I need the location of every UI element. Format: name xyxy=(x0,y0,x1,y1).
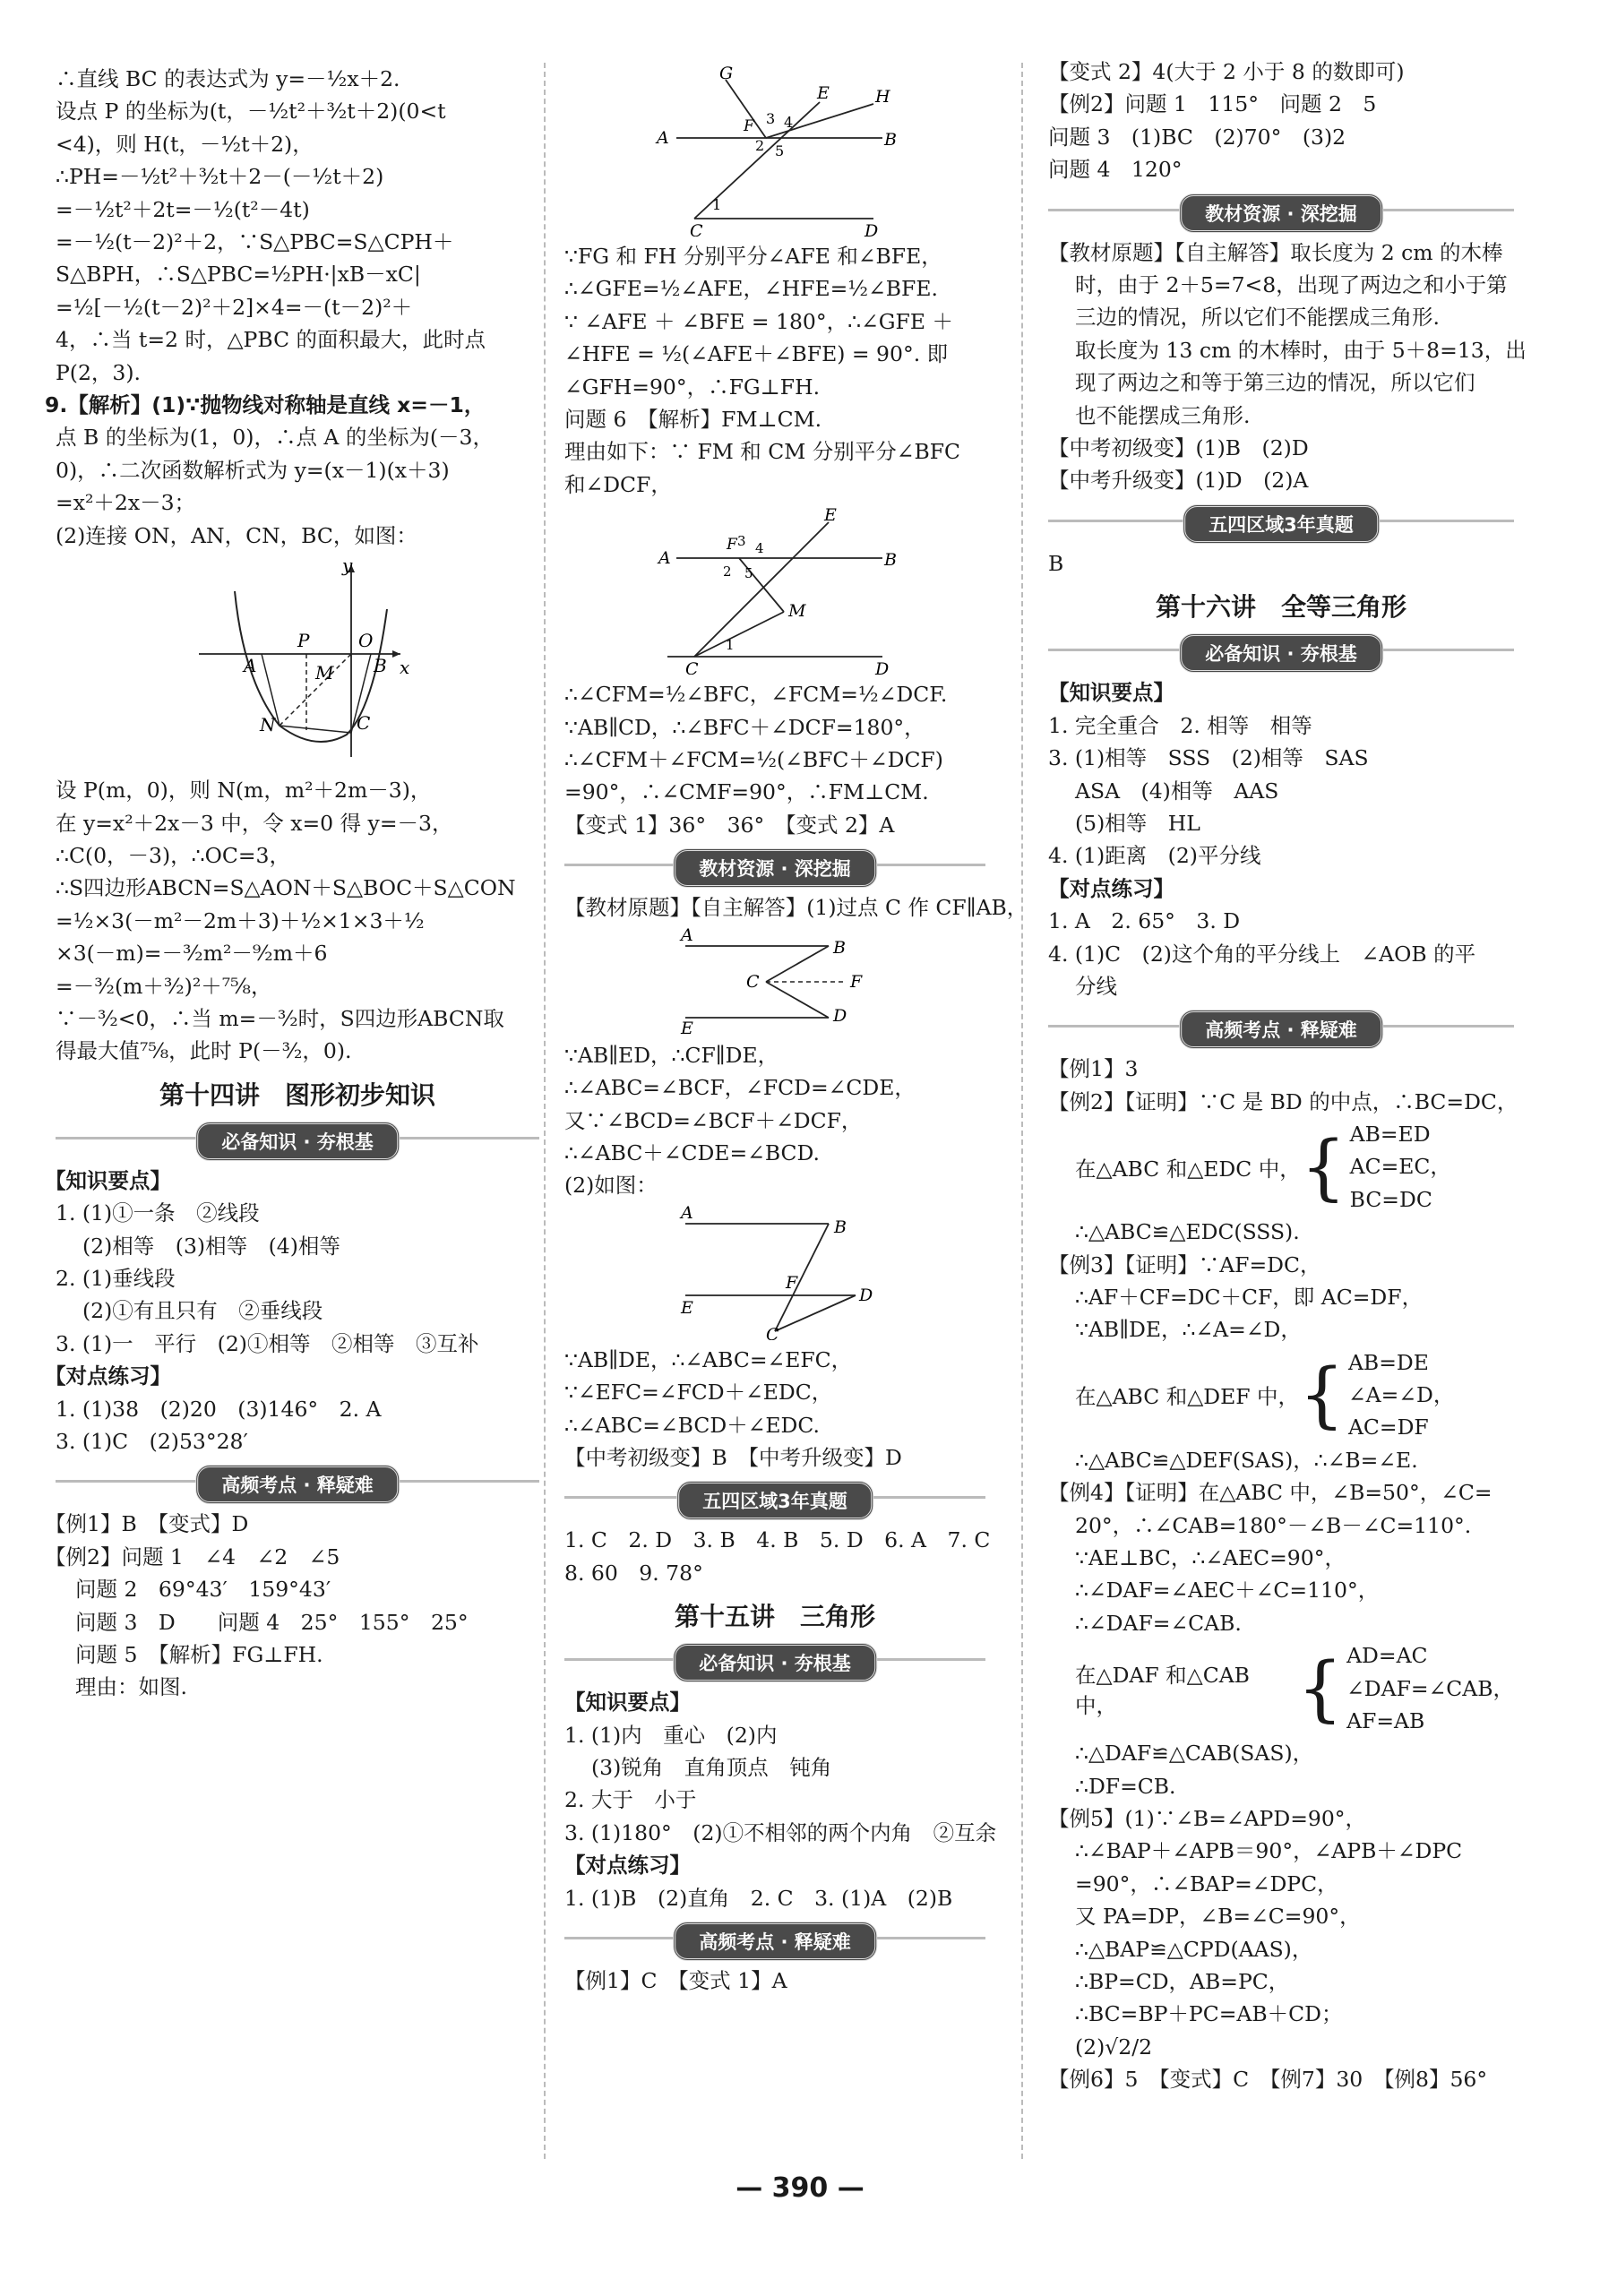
col3-block7 xyxy=(1048,1444,1514,1639)
section-banner xyxy=(56,1463,539,1499)
figure-label: C xyxy=(766,1324,779,1340)
text-line: 1. (1)①一条 ②线段 xyxy=(56,1200,260,1226)
text-line: B xyxy=(1048,550,1064,576)
figure-label: 2 xyxy=(723,563,732,580)
column-divider xyxy=(1021,63,1023,2159)
column-divider xyxy=(544,63,546,2159)
figure-label: E xyxy=(681,1018,693,1036)
col1-block1 xyxy=(45,63,539,552)
text-line: 理由如下：∵ FM 和 CM 分别平分∠BFC xyxy=(564,439,961,465)
section-banner xyxy=(1048,632,1514,667)
col2-block2 xyxy=(564,678,985,841)
text-line: 【知识要点】 xyxy=(1048,680,1174,706)
text-line: 又 PA=DP，∠B=∠C=90°， xyxy=(1075,1904,1361,1930)
banner-label: 必备知识 · 夯根基 xyxy=(1179,633,1383,673)
text-line: 1. (1)38 (2)20 (3)146° 2. A xyxy=(56,1396,382,1422)
figure-label: A xyxy=(681,1205,693,1223)
figure-label: H xyxy=(875,87,890,107)
brace-icon: { xyxy=(1299,1353,1345,1437)
text-line: 1. (1)B (2)直角 2. C 3. (1)A (2)B xyxy=(564,1885,953,1911)
col3-block4 xyxy=(1048,676,1514,1002)
text-line: 【教材原题】【自主解答】(1)过点 C 作 CF∥AB， xyxy=(564,895,1028,921)
text-line: =x²＋2x－3； xyxy=(56,490,196,516)
text-line: =－½(t－2)²＋2，∵S△PBC=S△CPH＋ xyxy=(56,229,454,255)
figure-label: C xyxy=(685,659,699,675)
text-line: ∴△ABC≌△EDC(SSS). xyxy=(1075,1219,1300,1245)
text-line: ∴∠ABC=∠BCF，∠FCD=∠CDE， xyxy=(564,1075,916,1101)
text-line: ∵AB∥DE，∴∠ABC=∠EFC， xyxy=(564,1346,853,1372)
text-line: 问题 3 (1)BC (2)70° (3)2 xyxy=(1048,124,1346,150)
system-line: AC=DF xyxy=(1347,1415,1429,1440)
column-left xyxy=(45,63,539,1704)
text-line: (2)①有且只有 ②垂线段 xyxy=(82,1298,323,1324)
text-line: 现了两边之和等于第三边的情况，所以它们 xyxy=(1075,370,1475,396)
system-line: ∠DAF=∠CAB， xyxy=(1346,1675,1514,1701)
system-prefix: 在△ABC 和△EDC 中， xyxy=(1075,1156,1301,1182)
text-line: ∴△BAP≌△CPD(AAS)， xyxy=(1075,1936,1313,1962)
section-banner xyxy=(564,847,985,882)
text-line: 【例6】5 【变式】C 【例7】30 【例8】56° xyxy=(1048,2067,1488,2093)
banner-label: 五四区域3年真题 xyxy=(676,1481,873,1520)
text-line: =90°，∴∠CMF=90°，∴FM⊥CM. xyxy=(564,779,929,805)
text-line: 【例2】问题 1 115° 问题 2 5 xyxy=(1048,91,1377,117)
angle-figure-2 xyxy=(641,504,909,675)
text-line: 【例2】【证明】∵C 是 BD 的中点，∴BC=DC， xyxy=(1048,1088,1518,1114)
text-line: 问题 4 120° xyxy=(1048,157,1183,183)
system-line: AC=EC， xyxy=(1349,1154,1451,1180)
text-line: 点 B 的坐标为(1，0)，∴点 A 的坐标为(－3， xyxy=(56,425,494,451)
graph-label: N xyxy=(260,714,276,736)
text-line: 问题 5 【解析】FG⊥FH. xyxy=(75,1642,323,1668)
chapter-title: 第十四讲 图形初步知识 xyxy=(159,1079,435,1110)
text-line: 3. (1)相等 SSS (2)相等 SAS xyxy=(1048,745,1369,771)
text-line: 9.【解析】(1)∵抛物线对称轴是直线 x=－1， xyxy=(45,392,486,418)
system-prefix: 在△DAF 和△CAB 中， xyxy=(1075,1662,1250,1718)
figure-label: D xyxy=(865,221,879,236)
figure-label: 4 xyxy=(755,540,764,557)
text-line: 时，由于 2＋5=7<8，出现了两边之和小于第 xyxy=(1075,272,1508,298)
col2-block1 xyxy=(564,240,985,501)
text-line: 3. (1)180° (2)①不相邻的两个内角 ②互余 xyxy=(564,1819,997,1845)
figure-label: E xyxy=(817,83,830,103)
parallel-figure-2 xyxy=(667,1206,882,1340)
text-line: (5)相等 HL xyxy=(1075,810,1200,836)
text-line: 4. (1)C (2)这个角的平分线上 ∠AOB 的平 xyxy=(1048,941,1476,967)
text-line: 【知识要点】 xyxy=(564,1690,691,1716)
text-line: P(2，3). xyxy=(56,359,142,385)
text-line: 【变式 1】36° 36° 【变式 2】A xyxy=(564,812,895,838)
figure-label: 5 xyxy=(744,565,753,582)
col3-block2 xyxy=(1048,236,1527,497)
text-line: 分线 xyxy=(1075,973,1117,999)
banner-label: 高频考点 · 释疑难 xyxy=(1179,1010,1383,1049)
figure-label: M xyxy=(788,601,806,622)
text-line: ∴DF=CB. xyxy=(1075,1773,1176,1799)
section-banner xyxy=(1048,192,1514,228)
system-line: AF=AB xyxy=(1346,1707,1425,1733)
text-line: (2)连接 ON，AN，CN，BC，如图： xyxy=(56,522,417,548)
text-line: ∴△ABC≌△DEF(SAS)，∴∠B=∠E. xyxy=(1075,1447,1418,1473)
col1-block4 xyxy=(45,1508,539,1703)
text-line: ∵FG 和 FH 分别平分∠AFE 和∠BFE， xyxy=(564,244,942,269)
text-line: ∴∠ABC=∠BCD＋∠EDC. xyxy=(564,1412,821,1438)
text-line: =½×3(－m²－2m＋3)＋½×1×3＋½ xyxy=(56,907,425,933)
text-line: ∵AB∥CD，∴∠BFC＋∠DCF=180°， xyxy=(564,714,925,740)
graph-label: A xyxy=(244,655,257,677)
col1-block2 xyxy=(56,774,539,1068)
text-line: ∴直线 BC 的表达式为 y=－½x＋2. xyxy=(56,66,400,91)
figure-label: F xyxy=(850,971,863,992)
figure-label: F xyxy=(786,1272,798,1293)
graph-label: x xyxy=(400,657,410,679)
text-line: (2)相等 (3)相等 (4)相等 xyxy=(82,1233,340,1259)
text-line: 【中考初级变】(1)B (2)D xyxy=(1048,435,1309,461)
text-line: 1. (1)内 重心 (2)内 xyxy=(564,1722,778,1748)
text-line: =90°，∴∠BAP=∠DPC， xyxy=(1075,1870,1338,1896)
system-line: AB=DE xyxy=(1347,1349,1429,1375)
figure-label: B xyxy=(834,1217,847,1237)
figure-label: 3 xyxy=(737,533,746,550)
text-line: ∵∠EFC=∠FCD＋∠EDC， xyxy=(564,1380,833,1406)
figure-label: C xyxy=(746,971,760,992)
text-line: 也不能摆成三角形. xyxy=(1075,402,1251,428)
text-line: =－³⁄₂(m＋³⁄₂)²＋⁷⁵⁄₈， xyxy=(56,973,272,999)
text-line: =½[－½(t－2)²＋2]×4=－(t－2)²＋ xyxy=(56,294,413,320)
text-line: 【变式 2】4(大于 2 小于 8 的数即可) xyxy=(1048,59,1405,84)
figure-label: B xyxy=(884,550,897,571)
chapter-title: 第十五讲 三角形 xyxy=(674,1602,875,1632)
brace-icon: { xyxy=(1297,1646,1344,1730)
text-line: 1. 完全重合 2. 相等 相等 xyxy=(1048,712,1312,738)
figure-label: F xyxy=(727,536,737,555)
text-line: ∴△DAF≌△CAB(SAS)， xyxy=(1075,1741,1314,1767)
figure-label: D xyxy=(833,1005,847,1026)
text-line: 0)，∴二次函数解析式为 y=(x－1)(x＋3) xyxy=(56,457,450,483)
text-line: ASA (4)相等 AAS xyxy=(1075,778,1279,804)
text-line: 【知识要点】 xyxy=(45,1167,171,1193)
text-line: 得最大值⁷⁵⁄₈，此时 P(－³⁄₂，0). xyxy=(56,1038,352,1064)
text-line: 设 P(m，0)，则 N(m，m²＋2m－3)， xyxy=(56,778,432,804)
text-line: 【对点练习】 xyxy=(1048,875,1174,901)
text-line: 【例4】【证明】在△ABC 中，∠B=50°，∠C= xyxy=(1048,1480,1492,1506)
graph-label: B xyxy=(374,655,387,677)
text-line: ∴∠DAF=∠CAB. xyxy=(1075,1610,1242,1636)
text-line: =－½t²＋2t=－½(t²－4t) xyxy=(56,196,310,222)
text-line: 1. C 2. D 3. B 4. B 5. D 6. A 7. C xyxy=(564,1527,991,1553)
text-line: 2. 大于 小于 xyxy=(564,1787,697,1813)
figure-label: A xyxy=(658,548,671,569)
text-line: 20°，∴∠CAB=180°－∠B－∠C=110°. xyxy=(1075,1512,1472,1538)
brace-icon: { xyxy=(1300,1124,1346,1208)
banner-label: 五四区域3年真题 xyxy=(1183,504,1380,544)
text-line: ∴BC=BP＋PC=AB＋CD； xyxy=(1075,2001,1343,2027)
system-line: AD=AC xyxy=(1346,1643,1428,1669)
banner-label: 高频考点 · 释疑难 xyxy=(673,1922,877,1961)
text-line: 取长度为 13 cm 的木棒时，由于 5＋8=13，出 xyxy=(1075,337,1527,363)
text-line: ∴BP=CD，AB=PC， xyxy=(1075,1969,1290,1995)
text-line: 4，∴当 t=2 时，△PBC 的面积最大，此时点 xyxy=(56,327,486,353)
column-right xyxy=(1048,56,1527,2096)
text-line: ∴AF＋CF=DC＋CF，即 AC=DF， xyxy=(1075,1284,1424,1310)
text-line: 问题 6 【解析】FM⊥CM. xyxy=(564,407,822,433)
section-banner xyxy=(1048,1008,1514,1044)
section-banner xyxy=(564,1641,985,1677)
text-line: 【例3】【证明】∵AF=DC， xyxy=(1048,1251,1321,1277)
figure-label: E xyxy=(681,1297,693,1318)
text-line: ∠GFH=90°，∴FG⊥FH. xyxy=(564,374,821,400)
figure-label: 1 xyxy=(712,196,722,213)
text-line: ∴∠ABC＋∠CDE=∠BCD. xyxy=(564,1139,821,1165)
text-line: S△BPH，∴S△PBC=½PH·|xB－xC| xyxy=(56,262,421,288)
text-line: 设点 P 的坐标为(t，－½t²＋³⁄₂t＋2)(0<t xyxy=(56,99,446,125)
chapter-title: 第十六讲 全等三角形 xyxy=(1155,592,1406,623)
col1-block3 xyxy=(45,1165,539,1458)
text-line: ∵－³⁄₂<0，∴当 m=－³⁄₂时，S四边形ABCN取 xyxy=(56,1005,504,1031)
text-line: 【对点练习】 xyxy=(564,1853,691,1879)
text-line: 4. (1)距离 (2)平分线 xyxy=(1048,843,1261,869)
text-line: 在 y=x²＋2x－3 中，令 x=0 得 y=－3， xyxy=(56,810,453,836)
figure-label: A xyxy=(681,927,693,945)
text-line: 【例1】C 【变式 1】A xyxy=(564,1968,787,1993)
text-line: (2)如图： xyxy=(564,1173,658,1199)
parallel-figure-1 xyxy=(667,928,882,1036)
text-line: ∴∠CFM=½∠BFC，∠FCM=½∠DCF. xyxy=(564,682,948,708)
column-middle xyxy=(564,63,1028,1997)
text-line: ∴C(0，－3)，∴OC=3， xyxy=(56,842,291,868)
text-line: 1. A 2. 65° 3. D xyxy=(1048,908,1241,934)
text-line: ∠HFE = ½(∠AFE＋∠BFE) = 90°. 即 xyxy=(564,341,949,367)
col3-block5 xyxy=(1048,1053,1518,1118)
figure-label: 4 xyxy=(784,114,794,131)
graph-label: O xyxy=(358,630,374,652)
section-banner xyxy=(564,1920,985,1956)
col3-block8 xyxy=(1048,1737,1514,2095)
col2-block7 xyxy=(564,1686,997,1914)
angle-figure-1 xyxy=(641,66,909,236)
banner-label: 必备知识 · 夯根基 xyxy=(195,1122,400,1161)
text-line: 又∵∠BCD=∠BCF＋∠DCF， xyxy=(564,1107,863,1133)
figure-label: G xyxy=(719,66,734,83)
text-line: 【例1】B 【变式】D xyxy=(45,1511,249,1537)
text-line: 【例2】问题 1 ∠4 ∠2 ∠5 xyxy=(45,1544,340,1569)
text-line: 【对点练习】 xyxy=(45,1363,171,1389)
graph-label: y xyxy=(342,555,353,577)
banner-label: 必备知识 · 夯根基 xyxy=(673,1643,877,1682)
text-line: <4)，则 H(t，－½t＋2)， xyxy=(56,131,314,157)
text-line: (3)锐角 直角顶点 钝角 xyxy=(591,1754,832,1780)
system-line: BC=DC xyxy=(1349,1186,1432,1212)
text-line: ∵AE⊥BC，∴∠AEC=90°， xyxy=(1075,1545,1346,1570)
figure-label: C xyxy=(690,221,703,236)
banner-label: 教材资源 · 深挖掘 xyxy=(673,848,877,888)
col3-block6 xyxy=(1048,1216,1514,1346)
graph-label: M xyxy=(315,662,334,684)
text-line: ∴∠DAF=∠AEC＋∠C=110°， xyxy=(1075,1578,1380,1604)
text-line: 三边的情况，所以它们不能摆成三角形. xyxy=(1075,305,1440,331)
text-line: 问题 3 D 问题 4 25° 155° 25° xyxy=(75,1609,469,1635)
section-banner xyxy=(1048,503,1514,538)
text-line: ×3(－m)=－³⁄₂m²－⁹⁄₂m＋6 xyxy=(56,941,328,967)
text-line: 【中考初级变】B 【中考升级变】D xyxy=(564,1444,902,1470)
text-line: (2)√2/2 xyxy=(1075,2034,1153,2060)
section-banner xyxy=(56,1120,539,1156)
figure-label: D xyxy=(859,1285,873,1305)
parabola-figure xyxy=(181,555,414,770)
figure-label: E xyxy=(824,505,837,526)
text-line: 【例5】(1)∵∠B=∠APD=90°， xyxy=(1048,1806,1367,1832)
system-line: ∠A=∠D， xyxy=(1347,1382,1455,1408)
text-line: ∵ ∠AFE ＋ ∠BFE = 180°，∴∠GFE ＋ xyxy=(564,308,953,334)
text-line: ∴PH=－½t²＋³⁄₂t＋2－(－½t＋2) xyxy=(56,164,384,190)
text-line: 【教材原题】【自主解答】取长度为 2 cm 的木棒 xyxy=(1048,239,1503,265)
text-line: 3. (1)C (2)53°28′ xyxy=(56,1429,248,1454)
figure-label: 2 xyxy=(755,137,765,154)
figure-label: A xyxy=(657,128,669,148)
text-line: 问题 2 69°43′ 159°43′ xyxy=(75,1577,331,1603)
page-number: — 390 — xyxy=(735,2172,865,2204)
text-line: 理由：如图. xyxy=(75,1674,187,1700)
col2-block5 xyxy=(564,1344,985,1475)
figure-label: F xyxy=(744,117,754,135)
banner-label: 教材资源 · 深挖掘 xyxy=(1179,193,1383,233)
equation-system xyxy=(1048,1346,1514,1444)
figure-label: 1 xyxy=(726,637,735,654)
col2-block4 xyxy=(564,1039,985,1202)
equation-system xyxy=(1048,1118,1514,1216)
banner-label: 高频考点 · 释疑难 xyxy=(195,1465,400,1504)
figure-label: B xyxy=(833,937,846,958)
text-line: 【中考升级变】(1)D (2)A xyxy=(1048,468,1309,494)
text-line: 8. 60 9. 78° xyxy=(564,1560,703,1586)
text-line: ∵AB∥ED，∴CF∥DE， xyxy=(564,1042,779,1068)
text-line: 3. (1)一 平行 (2)①相等 ②相等 ③互补 xyxy=(56,1330,479,1356)
system-prefix: 在△ABC 和△DEF 中， xyxy=(1075,1384,1300,1410)
text-line: ∴∠CFM＋∠FCM=½(∠BFC＋∠DCF) xyxy=(564,747,943,773)
text-line: 2. (1)垂线段 xyxy=(56,1265,176,1291)
system-line: AB=ED xyxy=(1349,1122,1431,1148)
figure-label: 5 xyxy=(775,142,785,159)
section-banner xyxy=(564,1479,985,1515)
text-line: ∴∠BAP＋∠APB＝90°，∠APB＋∠DPC xyxy=(1075,1838,1463,1864)
col3-block1 xyxy=(1048,56,1514,186)
text-line: 【例1】3 xyxy=(1048,1056,1139,1082)
graph-label: C xyxy=(357,712,371,735)
text-line: 和∠DCF， xyxy=(564,471,672,497)
equation-system xyxy=(1048,1639,1514,1737)
figure-label: B xyxy=(884,130,897,150)
figure-label: 3 xyxy=(766,110,776,127)
text-line: ∴S四边形ABCN=S△AON＋S△BOC＋S△CON xyxy=(56,875,516,901)
figure-label: D xyxy=(875,659,890,675)
graph-label: P xyxy=(297,630,310,652)
text-line: ∵AB∥DE，∴∠A=∠D， xyxy=(1075,1317,1302,1343)
text-line: ∴∠GFE=½∠AFE，∠HFE=½∠BFE. xyxy=(564,276,938,302)
